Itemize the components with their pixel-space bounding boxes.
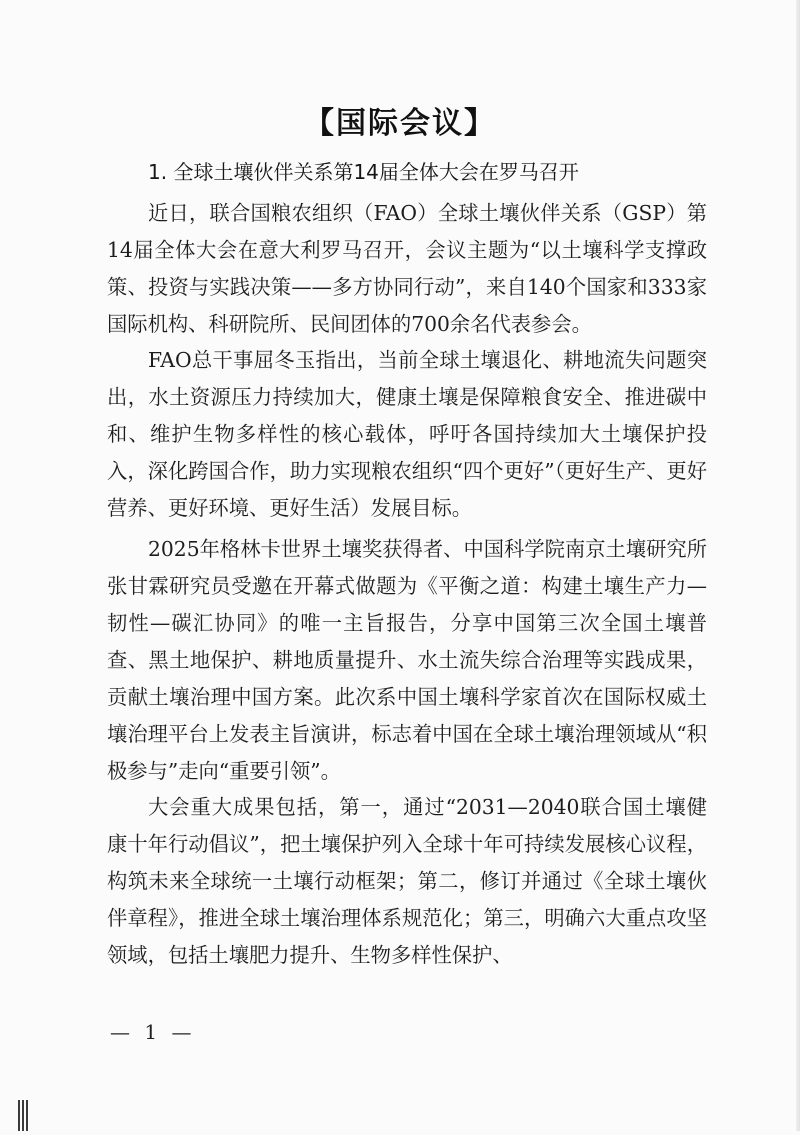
section-heading: 【国际会议】 <box>304 106 496 141</box>
paragraph-3: 2025年格林卡世界土壤奖获得者、中国科学院南京土壤研究所张甘霖研究员受邀在开幕式做题为《平衡之道：构建土壤生产力—韧性—碳汇协同》的唯一主旨报告，分享中国第三次全国土壤普查、黑土地保护、耕地质量提升、水土流失综合治理等实践成果，贡献土壤治理中国方案。此次系中国土壤科学家首次在国际权威土壤治理平台上发表主旨演讲，标志着中国在全球土壤治理领域从“积极参与”走向“重要引领”。 <box>107 537 707 783</box>
scan-edge-marks <box>18 1100 32 1131</box>
paragraph-2: FAO总干事屈冬玉指出，当前全球土壤退化、耕地流失问题突出，水土资源压力持续加大，健康土壤是保障粮食安全、推进碳中和、维护生物多样性的核心载体，呼吁各国持续加大土壤保护投入，深化跨国合作，助力实现粮农组织“四个更好”（更好生产、更好营养、更好环境、更好生活）发展目标。 <box>107 348 707 520</box>
scan-right-edge <box>796 0 800 1131</box>
paragraph-4: 大会重大成果包括，第一，通过“2031—2040联合国土壤健康十年行动倡议”，把土壤保护列入全球十年可持续发展核心议程，构筑未来全球统一土壤行动框架；第二，修订并通过《全球土壤伙伴章程》，推进全球土壤治理体系规范化；第三，明确六大重点攻坚领域，包括土壤肥力提升、生物多样性保护、 <box>107 795 707 967</box>
page-number: — 1 — <box>110 1020 196 1044</box>
article-title: 1. 全球土壤伙伴关系第14届全体大会在罗马召开 <box>148 160 579 184</box>
paragraph-1: 近日，联合国粮农组织（FAO）全球土壤伙伴关系（GSP）第14届全体大会在意大利罗马召开，会议主题为“以土壤科学支撑政策、投资与实践决策——多方协同行动”，来自140个国家和333家国际机构、科研院所、民间团体的700余名代表参会。 <box>107 201 707 336</box>
